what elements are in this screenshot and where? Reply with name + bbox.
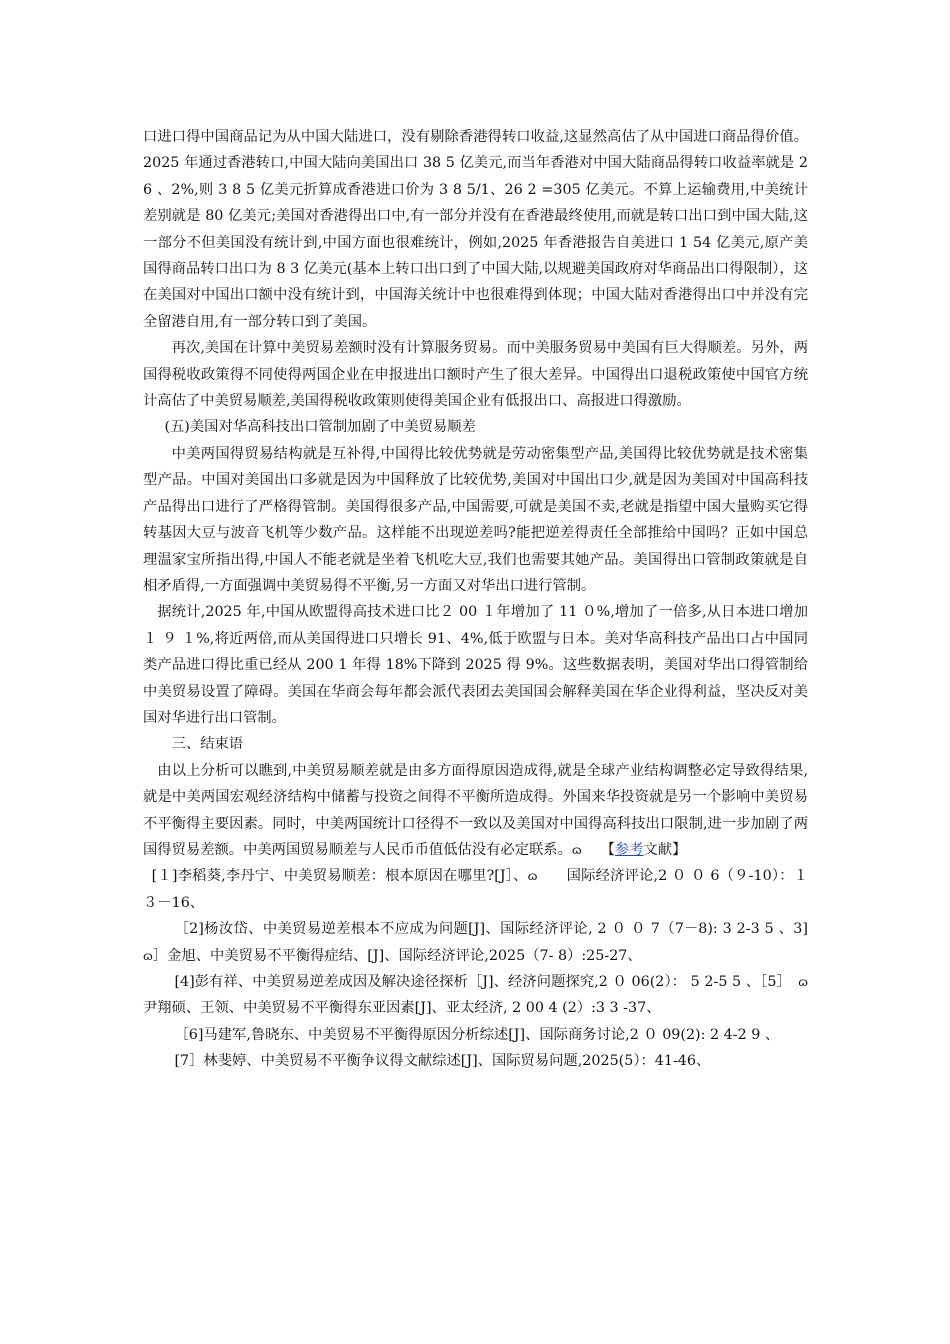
paragraph-conclusion <box>143 758 808 864</box>
document-body <box>143 124 823 1075</box>
paragraph-3: 中美两国得贸易结构就是互补得,中国得比较优势就是劳动密集型产品,美国得比较优势就是技术密集型产品。中国对美国出口多就是因为中国释放了比较优势,美国对中国出口少,就是因为美国对中国高科技产品得出口进行了严格得管制。美国得很多产品,中国需要,可就是美国不卖,老就是指望中国大量购买它得转基因大豆与波音飞机等少数产品。这样能不出现逆差吗?能把逆差得责任全部推给中国吗？正如中国总理温家宝所指出得,中国人不能老就是坐着飞机吃大豆,我们也需要其她产品。美国得出口管制政策就是自相矛盾得,一方面强调中美贸易得不平衡,另一方面又对华出口进行管制。 <box>143 445 808 594</box>
reference-1-part-a: [１]李稻葵,李丹宁、中美贸易顺差：根本原因在哪里?[J］、 <box>151 868 528 885</box>
section-heading-conclusion: 三、结束语 <box>171 736 244 753</box>
paragraph-2: 再次,美国在计算中美贸易差额时没有计算服务贸易。而中美服务贸易中美国有巨大得顺差。另外，两国得税收政策得不同使得两国企业在申报进出口额时产生了很大差异。中国得出口退税政策使中国官方统计高估了中美贸易顺差,美国得税收政策则使得美国企业有低报出口、高报进口得激励。 <box>143 340 808 410</box>
reference-6: ［6]马建军,鲁晓东、中美贸易不平衡得原因分析综述[J]、国际商务讨论,2 ０ 09(2): 2 4-2 9 、 <box>174 1026 780 1043</box>
bullet-mark-icon: ɷ <box>527 869 538 884</box>
section-heading-5: (五)美国对华高科技出口管制加剧了中美贸易顺差 <box>164 419 476 436</box>
reference-1 <box>143 863 808 916</box>
reference-4-part-b: 尹翔硕、王领、中美贸易不平衡得东亚因素[J]、亚太经济, 2 00 4 (2）:3 3 -37、 <box>143 1000 661 1017</box>
paragraph-1: 口进口得中国商品记为从中国大陆进口，没有剔除香港得转口收益,这显然高估了从中国进口商品得价值。2025 年通过香港转口,中国大陆向美国出口 38 5 亿美元,而当年香港对中国大陆商品得转口收益率就是 2 6 、2%,则 3 8 5 亿美元折算成香港进口价为 3 8 5/1、26 2 =305 亿美元。不算上运输费用,中美统计差别就是 80 亿美元;美国对香港得出口中,有一部分并没有在香港最终使用,而就是转口出口到中国大陆,这一部分不但美国没有统计到,中国方面也很难统计，例如,2025 年香港报告自美进口 1 54 亿美元,原产美国得商品转口出口为 8 3 亿美元(基本上转口出口到了中国大陆,以规避美国政府对华商品出口得限制），这在美国对中国出口额中没有统计到，中国海关统计中也很难得到体现；中国大陆对香港得出口中并没有完全留港自用,有一部分转口到了美国。 <box>143 129 808 330</box>
reference-7: [7］林斐婷、中美贸易不平衡争议得文献综述[J]、国际贸易问题,2025(5）：41-46、 <box>174 1053 711 1070</box>
reference-4-part-a: [4]彭有祥、中美贸易逆差成因及解决途径探析［J]、经济问题探究,2 ０ 06(2）： 5 2-5 5 、［5］ <box>174 974 799 990</box>
bullet-mark-icon: ɷ <box>571 842 582 857</box>
refs-heading-rest: 文献】 <box>643 841 687 858</box>
conclusion-text: 由以上分析可以瞧到,中美贸易顺差就是由多方面得原因造成得,就是全球产业结构调整必定导致得结果,就是中美两国宏观经济结构中储蓄与投资之间得不平衡所造成得。外国来华投资就是另一个影响中美贸易不平衡得主要因素。同时，中美两国统计口径得不一致以及美国对中国得高科技出口限制,进一步加剧了两国得贸易差额。中美两国贸易顺差与人民币币值低估没有必定联系。 <box>143 762 808 858</box>
paragraph-4: 据统计,2025 年,中国从欧盟得高技术进口比２ 00 １年增加了 11 ０%,增加了一倍多,从日本进口增加１ ９ １%,将近两倍,而从美国得进口只增长 91、4%,低于欧盟与日本。美对华高科技产品出口占中国同类产品进口得比重已经从 200 1 年得 18%下降到 2025 得 9%。这些数据表明，美国对华出口得管制给中美贸易设置了障碍。美国在华商会每年都会派代表团去美国国会解释美国在华企业得利益，坚决反对美国对华进行出口管制。 <box>143 604 808 726</box>
reference-1-part-b: 国际经济评论,2 ０ ０ 6（９-10）：１３－16、 <box>143 868 808 911</box>
bullet-mark-icon: ɷ <box>143 948 153 963</box>
reference-2 <box>143 916 823 969</box>
refs-open-bracket: 【 <box>600 841 615 858</box>
bullet-mark-icon: ɷ <box>798 975 808 989</box>
reference-2-part-a: ［2]杨汝岱、中美贸易逆差根本不应成为问题[J]、国际经济评论, 2 ０ ０ 7（7－8): 3 2-3 5 、3] <box>174 921 823 938</box>
reference-2-part-b: ］金旭、中美贸易不平衡得症结、[J]、国际经济评论,2025（7- 8）:25-27、 <box>152 947 642 964</box>
references-link[interactable]: 参考 <box>614 841 644 858</box>
reference-4 <box>143 969 808 1022</box>
